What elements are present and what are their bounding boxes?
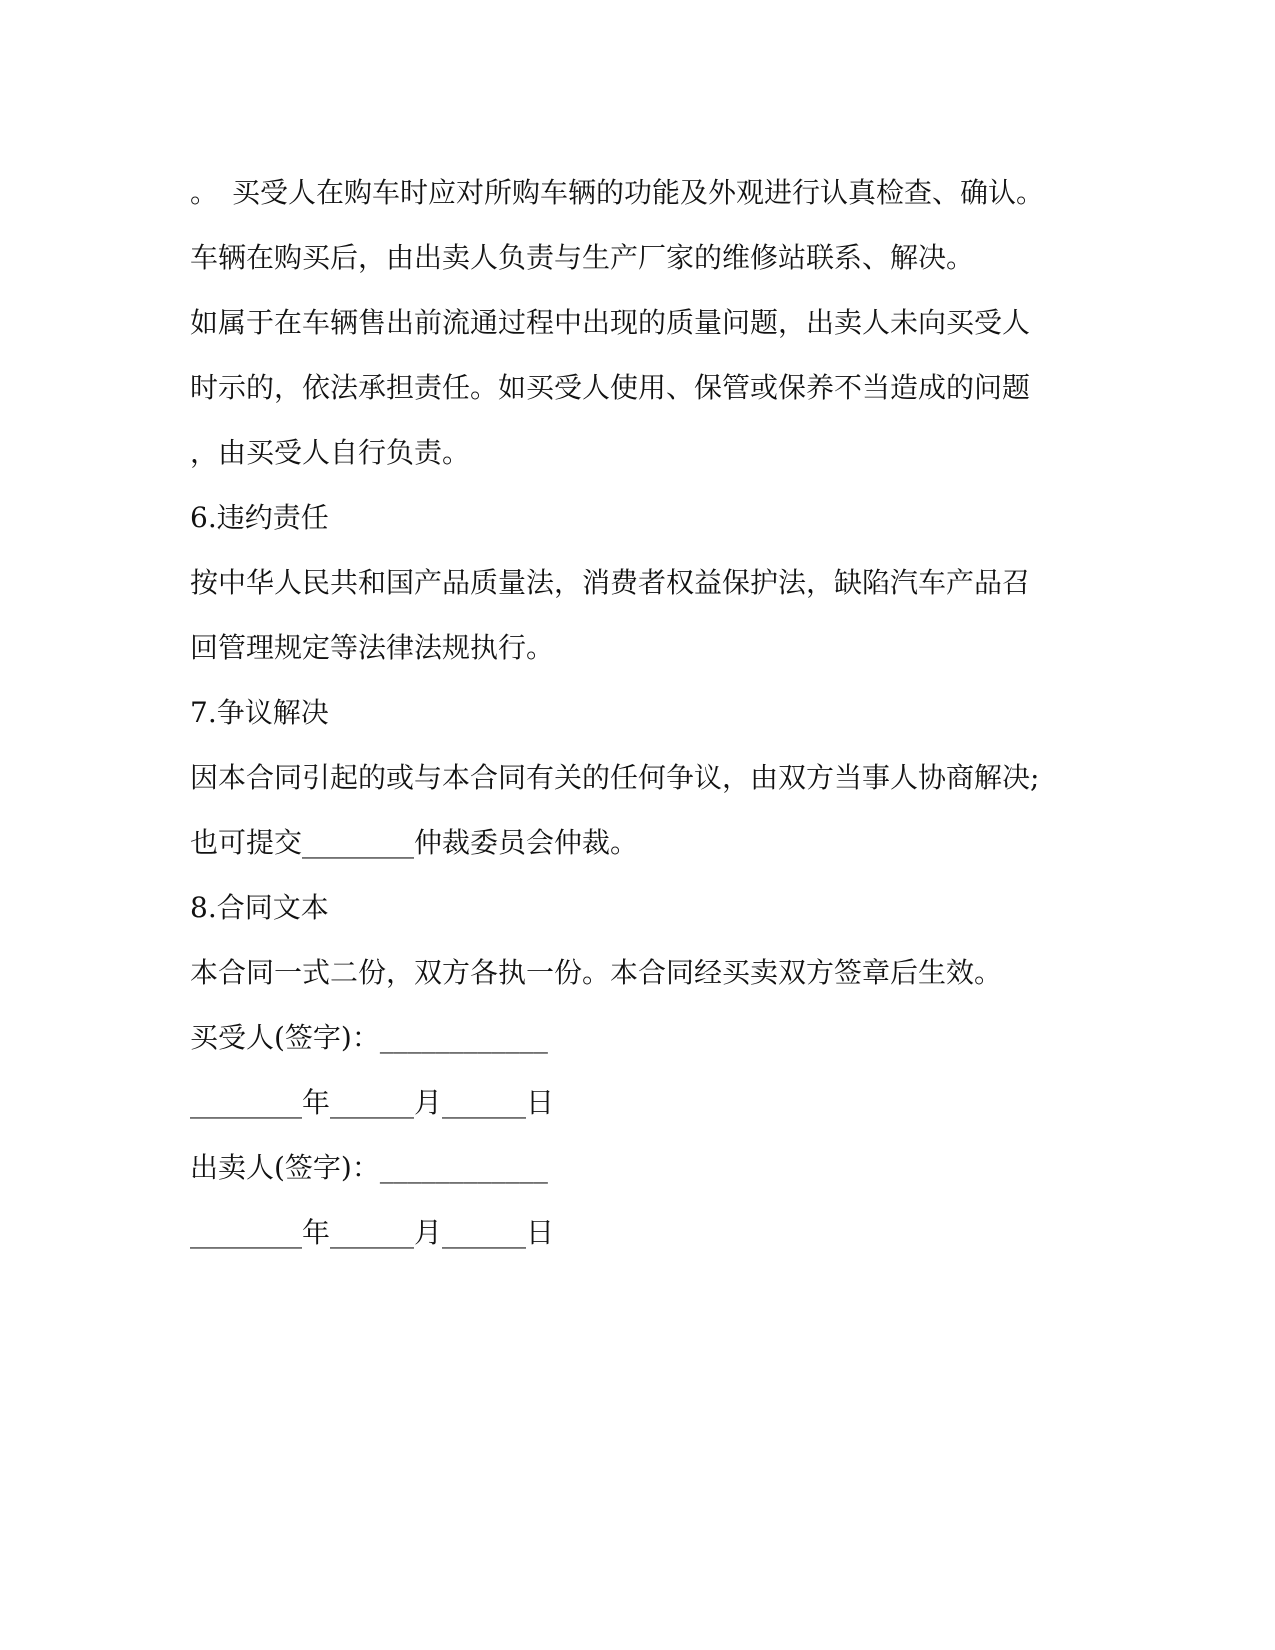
seller-date-line: ________年______月______日 xyxy=(190,1216,555,1249)
paragraph-quality-line-2: 时示的，依法承担责任。如买受人使用、保管或保养不当造成的问题 xyxy=(190,371,1031,404)
buyer-date-line: ________年______月______日 xyxy=(190,1086,555,1119)
document-body xyxy=(190,160,1090,1265)
paragraph-quality-line-1: 如属于在车辆售出前流通过程中出现的质量问题，出卖人未向买受人 xyxy=(190,306,1031,339)
paragraph-contract-text: 本合同一式二份，双方各执一份。本合同经买卖双方签章后生效。 xyxy=(190,956,1003,989)
section-heading-contract-text: 8.合同文本 xyxy=(190,891,329,924)
paragraph-dispute-line-1: 因本合同引起的或与本合同有关的任何争议，由双方当事人协商解决; xyxy=(190,761,1040,794)
buyer-signature-line: 买受人(签字)：____________ xyxy=(190,1021,548,1054)
seller-signature-line: 出卖人(签字)：____________ xyxy=(190,1151,548,1184)
paragraph-inspection-line-1: 。 买受人在购车时应对所购车辆的功能及外观进行认真检查、确认。 xyxy=(190,176,1045,209)
section-heading-breach-liability: 6.违约责任 xyxy=(190,501,329,534)
paragraph-breach-line-2: 回管理规定等法律法规执行。 xyxy=(190,631,555,664)
paragraph-breach-line-1: 按中华人民共和国产品质量法，消费者权益保护法，缺陷汽车产品召 xyxy=(190,566,1031,599)
paragraph-inspection-line-2: 车辆在购买后，由出卖人负责与生产厂家的维修站联系、解决。 xyxy=(190,241,975,274)
paragraph-quality-line-3: ，由买受人自行负责。 xyxy=(190,436,471,469)
paragraph-dispute-line-2: 也可提交________仲裁委员会仲裁。 xyxy=(190,826,639,859)
section-heading-dispute-resolution: 7.争议解决 xyxy=(190,696,329,729)
